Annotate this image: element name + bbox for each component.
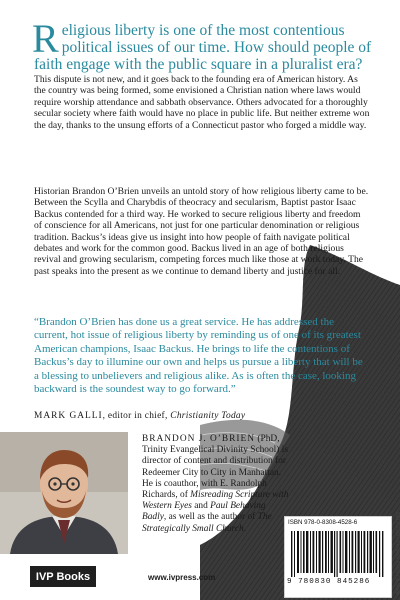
author-photo [0,432,128,554]
barcode-number: 9 780830 845286 [287,578,371,586]
author-bio-text: . [243,523,247,534]
headline [32,16,374,73]
isbn-label: ISBN 978-0-8308-4528-6 [288,519,358,526]
publisher-website: www.ivpress.com [148,573,216,582]
book-title-strategically-small-church: The Strategically Small Church [142,512,272,534]
endorsement-quote: “Brandon O’Brien has done us a great service. He has addressed the current, hot issue of religious liberty by reminding us of one of its greatest American champions, Isaac Backus. He brings to life the contentions of Backus’s day to illumine our own and helps us pursue a liberty that will be a blessing to unbelievers and religious alike. As is often the case, looking backward is the soundest way to go forward.” [34,316,363,396]
publisher-logo: IVP Books [30,566,96,587]
author-bio-text: , as well as the author of [163,512,258,523]
author-bio [142,434,292,535]
endorser-name: MARK GALLI [34,411,103,421]
headline-text: eligious liberty is one of the most contentious political issues of our time. How should people of faith engage with the public square in a pluralist era? [34,22,372,73]
body-paragraph-1: This dispute is not new, and it goes back to the founding era of American history. As the country was being formed, some envisioned a Christian nation where laws would require worship attendance and sabbath observance. Others advocated for a thoroughly secular society where faith would have no place in public life. But neither extreme won the day, thanks to the unsung efforts of a Connecticut pastor who forged a middle way. [34,74,370,131]
body-paragraph-2: Historian Brandon O’Brien unveils an untold story of how religious liberty came to be. Between the Scylla and Charybdis of theocracy and secularism, Baptist pastor Isaac Backus contended for a third way. He worked to secure religious liberty and freedom of conscience for all Americans, not just for one particular denomination or religious tradition. Backus’s ideas give us insight into how people of faith navigate political debates and work for the common good. Backus lived in an age of both religious revival and growing secularism, competing forces much like those at work today. The past speaks into the present as we continue to demand liberty and justice for all. [34,186,369,277]
category-code: RELIGION / Religion, Politics & State [394,512,400,595]
endorser-role: , editor in chief, [102,411,171,421]
author-name: BRANDON J. O’BRIEN [142,434,256,444]
author-bio-text: and [191,501,211,512]
endorsement-attribution [34,411,370,421]
barcode [291,531,385,577]
book-title-paul-behaving-badly: Paul Behaving Badly [142,501,266,523]
headline-drop-cap: R [32,16,59,61]
endorser-publication: Christianity Today [170,411,246,421]
book-title-misreading-scripture: Misreading Scripture with Western Eyes [142,490,289,512]
barcode-panel [284,516,392,598]
author-bio-text: (PhD, Trinity Evangelical Divinity School) is director of content and distribution for Redeemer City to City in Manhattan. He is coauthor, with E. Randolph Richards, of [142,434,288,501]
